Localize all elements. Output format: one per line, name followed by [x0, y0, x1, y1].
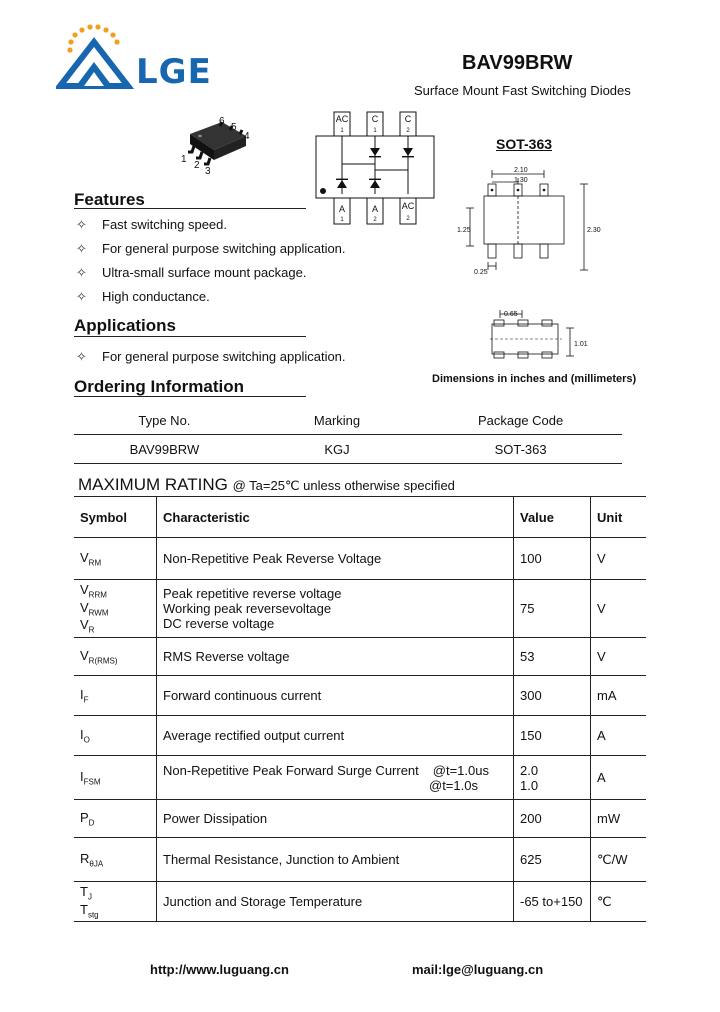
mr-symbol-cell — [74, 676, 157, 716]
max-rating-table — [74, 496, 646, 922]
mr-characteristic: Junction and Storage Temperature — [163, 894, 363, 909]
schematic-pin-label: C — [371, 114, 379, 124]
mr-value: 53 — [520, 649, 535, 664]
bullet-icon: ✧ — [76, 241, 87, 256]
mr-characteristic-cell — [157, 756, 514, 800]
applications-rule — [74, 336, 306, 337]
dimension-label: 2.10 — [514, 167, 528, 174]
mr-symbol-cell — [74, 580, 157, 638]
mr-characteristic-cell — [157, 676, 514, 716]
schematic-pin-sub: 2 — [406, 216, 410, 222]
ordering-cell: SOT-363 — [419, 435, 622, 464]
bullet-icon: ✧ — [76, 217, 87, 232]
mr-unit-cell: V — [591, 538, 647, 580]
features-rule — [74, 208, 306, 209]
mr-value-cell — [514, 676, 591, 716]
feature-item: ✧ For general purpose switching application. — [76, 241, 346, 256]
dimension-caption: Dimensions in inches and (millimeters) — [432, 373, 637, 385]
mr-symbol-cell — [74, 800, 157, 838]
mr-characteristic-cell — [157, 538, 514, 580]
ordering-table — [74, 406, 622, 464]
mr-characteristic-cell — [157, 580, 514, 638]
dimension-label: 0.25 — [474, 269, 488, 276]
mr-characteristic-cell — [157, 638, 514, 676]
brand-name: LGE — [136, 52, 212, 92]
mr-symbol: $V_{RM}$ — [80, 549, 102, 568]
mr-value: 150 — [520, 728, 542, 743]
mr-value: 2.0 — [520, 762, 539, 778]
mr-symbol: $R_{\theta JA}$ — [80, 850, 104, 869]
mr-symbol-cell — [74, 838, 157, 882]
mr-characteristic: Thermal Resistance, Junction to Ambient — [163, 852, 400, 867]
footer-email-link[interactable]: mail:lge@luguang.cn — [412, 962, 544, 977]
mr-characteristic-cell — [157, 838, 514, 882]
bullet-icon: ✧ — [76, 349, 87, 364]
feature-item: ✧ Fast switching speed. — [76, 217, 228, 232]
mr-value: 200 — [520, 811, 542, 826]
package-name: SOT-363 — [496, 136, 553, 152]
mr-characteristic: Average rectified output current — [163, 728, 345, 743]
part-subtitle: Surface Mount Fast Switching Diodes — [414, 83, 631, 98]
schematic-pin-sub: 2 — [373, 217, 377, 223]
ordering-rule — [74, 396, 306, 397]
mr-characteristic: Peak repetitive reverse voltage — [163, 586, 342, 601]
mr-characteristic: Non-Repetitive Peak Reverse Voltage — [163, 551, 382, 566]
mr-symbol-cell — [74, 538, 157, 580]
mr-symbol: $V_R$ — [80, 617, 95, 635]
mr-symbol-cell — [74, 716, 157, 756]
mr-value-cell — [514, 580, 591, 638]
mr-unit-cell: mW — [591, 800, 647, 838]
mr-symbol: $I_{FSM}$ — [80, 768, 101, 787]
mr-header-cell: Symbol — [74, 497, 157, 538]
bullet-icon: ✧ — [76, 265, 87, 280]
mr-value-cell — [514, 756, 591, 800]
dimension-label: 1.01 — [574, 341, 588, 348]
ordering-header-cell: Marking — [255, 406, 419, 435]
mr-symbol: $V_{R(RMS)}$ — [80, 647, 118, 666]
mr-characteristic: Working peak reversevoltage — [163, 601, 332, 616]
mr-characteristic: Non-Repetitive Peak Forward Surge Current — [163, 762, 419, 778]
mr-symbol-cell — [74, 882, 157, 922]
ordering-data-row — [74, 435, 622, 464]
feature-item: ✧ High conductance. — [76, 289, 210, 304]
ordering-cell: KGJ — [255, 435, 419, 464]
mr-symbol: $P_D$ — [80, 809, 95, 828]
mr-characteristic-cell — [157, 800, 514, 838]
mr-unit-cell: A — [591, 716, 647, 756]
ordering-header-row — [74, 406, 622, 435]
bullet-icon: ✧ — [76, 289, 87, 304]
schematic-pin-label: A — [371, 204, 379, 214]
feature-item: ✧ Ultra-small surface mount package. — [76, 265, 307, 280]
pinout-schematic — [310, 108, 440, 228]
mr-value-cell — [514, 716, 591, 756]
package-chip-image — [176, 112, 256, 178]
pin-label: 3 — [205, 166, 211, 177]
dimension-label: 0.65 — [504, 311, 518, 318]
mr-unit-cell: A — [591, 756, 647, 800]
ordering-title: Ordering Information — [74, 377, 244, 396]
mr-symbol: $V_{RRM}$ — [80, 582, 107, 600]
max-rating-condition: @ Ta=25℃ unless otherwise specified — [232, 478, 455, 493]
mr-unit-cell: ℃/W — [591, 838, 647, 882]
schematic-pin-sub: 1 — [340, 128, 344, 134]
part-number: BAV99BRW — [462, 52, 573, 74]
schematic-pin-sub: 1 — [373, 128, 377, 134]
top-view-dimension-drawing — [456, 160, 616, 290]
application-item: ✧ For general purpose switching application. — [76, 349, 346, 364]
mr-symbol: $I_O$ — [80, 726, 90, 745]
max-rating-row — [74, 838, 646, 882]
mr-symbol-cell — [74, 638, 157, 676]
dimension-label: 2.30 — [587, 227, 601, 234]
mr-symbol-cell — [74, 756, 157, 800]
mr-unit-cell: V — [591, 638, 647, 676]
mr-condition: @t=1.0us — [432, 762, 489, 778]
schematic-pin-label: AC — [335, 114, 349, 124]
applications-title: Applications — [74, 316, 177, 335]
mr-value: 75 — [520, 601, 535, 616]
pin-label: 1 — [181, 154, 187, 165]
max-rating-row — [74, 538, 646, 580]
max-rating-row — [74, 756, 646, 800]
max-rating-row — [74, 580, 646, 638]
mr-symbol: $T_J$ — [80, 883, 92, 902]
ordering-cell: BAV99BRW — [74, 435, 255, 464]
mr-value-cell — [514, 838, 591, 882]
mr-value-cell — [514, 800, 591, 838]
mr-symbol: $V_{RWM}$ — [80, 599, 109, 618]
mr-symbol: $T_{stg}$ — [80, 901, 99, 920]
mr-header-cell: Unit — [591, 497, 647, 538]
dimension-label: 1.25 — [457, 227, 471, 234]
schematic-pin-sub: 1 — [340, 217, 344, 223]
mr-value-cell — [514, 638, 591, 676]
mr-value: -65 to+150 — [520, 894, 583, 909]
mr-characteristic-cell — [157, 716, 514, 756]
ordering-header-cell: Type No. — [74, 406, 255, 435]
mr-characteristic: DC reverse voltage — [163, 616, 275, 631]
features-title: Features — [74, 190, 145, 209]
schematic-pin-sub: 2 — [406, 128, 410, 134]
mr-symbol: $I_F$ — [80, 686, 89, 705]
mr-value: 300 — [520, 688, 542, 703]
mr-header-cell: Characteristic — [157, 497, 514, 538]
mr-header-cell: Value — [514, 497, 591, 538]
pin-label: 6 — [219, 116, 225, 127]
side-view-dimension-drawing — [480, 306, 600, 366]
max-rating-row — [74, 800, 646, 838]
footer-website-link[interactable]: http://www.luguang.cn — [150, 962, 289, 977]
mr-condition: @t=1.0s — [429, 777, 478, 793]
mr-value: 1.0 — [520, 777, 539, 793]
mr-value: 625 — [520, 852, 542, 867]
max-rating-title: MAXIMUM RATING @ Ta=25℃ unless otherwise specified — [78, 475, 455, 494]
mr-characteristic-cell — [157, 882, 514, 922]
schematic-pin-label: C — [404, 114, 412, 124]
mr-value-cell — [514, 538, 591, 580]
mr-unit-cell: ℃ — [591, 882, 647, 922]
mr-unit-cell: V — [591, 580, 647, 638]
mr-characteristic: RMS Reverse voltage — [163, 649, 290, 664]
lge-logo-icon — [56, 24, 140, 92]
ordering-header-cell: Package Code — [419, 406, 622, 435]
max-rating-row — [74, 638, 646, 676]
mr-value: 100 — [520, 551, 542, 566]
max-rating-row — [74, 882, 646, 922]
max-rating-row — [74, 676, 646, 716]
mr-value-cell — [514, 882, 591, 922]
pin-label: 2 — [194, 160, 200, 171]
mr-characteristic: Power Dissipation — [163, 811, 268, 826]
max-rating-row — [74, 716, 646, 756]
schematic-pin-label: A — [338, 204, 346, 214]
schematic-pin-label: AC — [401, 201, 415, 211]
dimension-label: 1.30 — [514, 177, 528, 184]
max-rating-header-row — [74, 497, 646, 538]
mr-characteristic: Forward continuous current — [163, 688, 322, 703]
pin-label: 5 — [231, 122, 237, 133]
mr-unit-cell: mA — [591, 676, 647, 716]
pin-label: 4 — [244, 131, 250, 142]
